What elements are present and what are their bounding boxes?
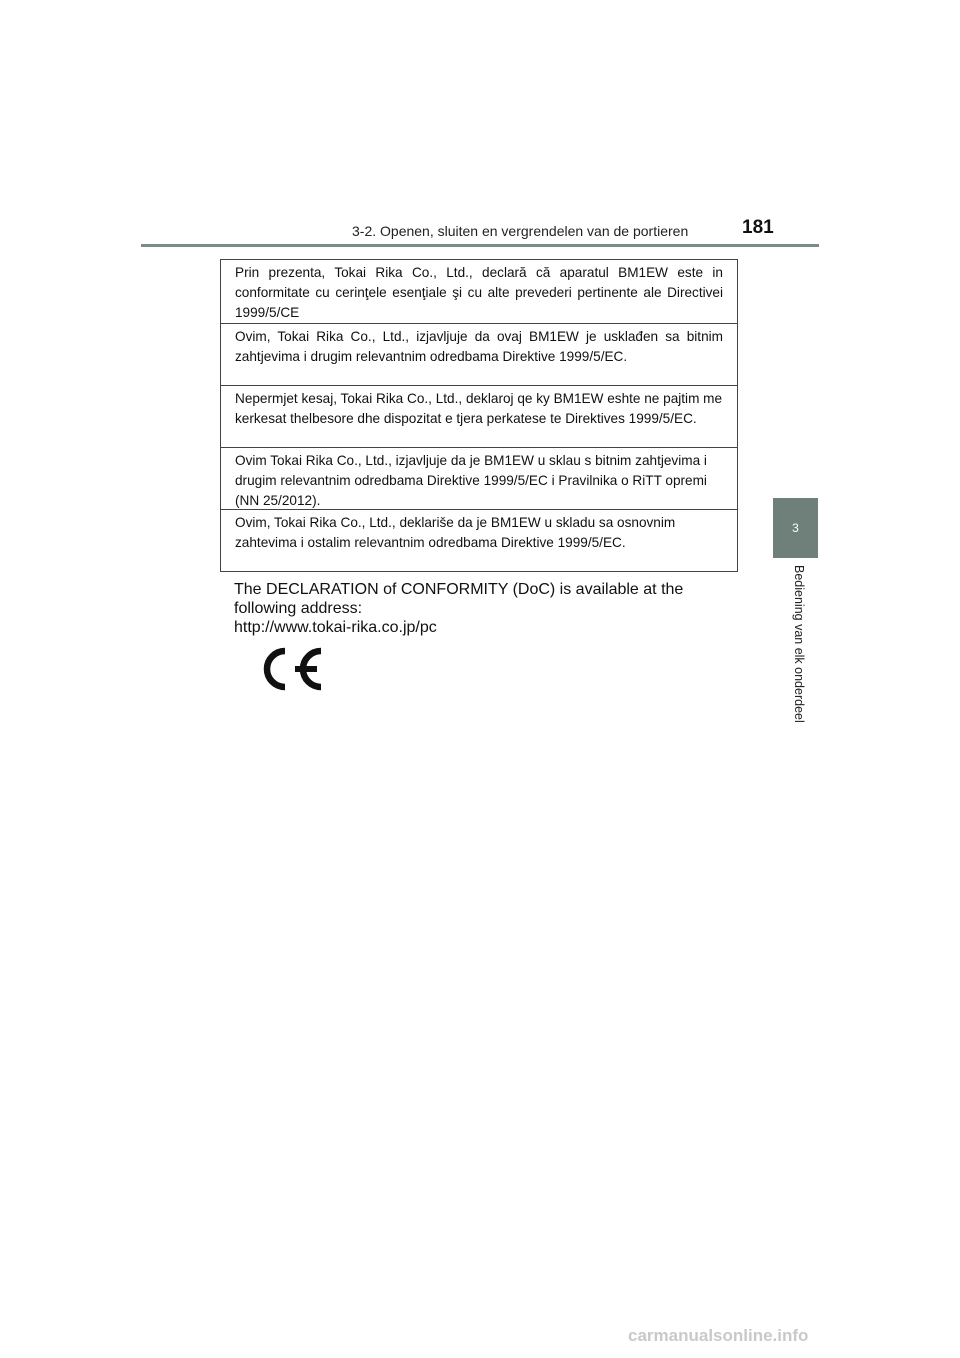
section-title: 3-2. Openen, sluiten en vergrendelen van de portieren [352,223,689,239]
chapter-tab-number: 3 [792,521,799,535]
declaration-table [220,259,738,572]
header-divider [141,244,819,247]
doc-availability-note [234,580,734,637]
declaration-row-albanian: Nepermjet kesaj, Tokai Rika Co., Ltd., deklaroj qe ky BM1EW eshte ne pajtim me kerkesat thelbesore dhe dispozitat e tjera perkatese te Direktives 1999/5/EC. [221,385,737,447]
watermark: carmanualsonline.info [628,1326,809,1345]
doc-note-url: http://www.tokai-rika.co.jp/pc [234,619,437,636]
chapter-tab-label: Bediening van elk onderdeel [792,565,806,723]
declaration-row-bosnian: Ovim, Tokai Rika Co., Ltd., izjavljuje da ovaj BM1EW je usklađen sa bitnim zahtjevima i drugim relevantnim odredbama Direktive 1999/5/EC. [221,323,737,385]
declaration-row-romanian: Prin prezenta, Tokai Rika Co., Ltd., declară că aparatul BM1EW este in conformitate cu cerinţele esenţiale şi cu alte prevederi pertinente ale Directivei 1999/5/CE [235,265,723,320]
doc-note-line-1: The DECLARATION of CONFORMITY (DoC) is available at the [234,581,684,598]
doc-note-line-2: following address: [234,600,363,617]
declaration-row-croatian: Ovim Tokai Rika Co., Ltd., izjavljuje da je BM1EW u sklau s bitnim zahtjevima i drugim relevantnim odredbama Direktive 1999/5/EC i Pravilnika o RiTT opremi (NN 25/2012). [221,447,737,509]
page-number: 181 [742,217,774,238]
chapter-tab [773,498,818,558]
ce-mark-icon [255,645,325,693]
declaration-row-serbian: Ovim, Tokai Rika Co., Ltd., deklariše da je BM1EW u skladu sa osnovnim zahtevima i ostalim relevantnim odredbama Direktive 1999/5/EC. [221,509,737,571]
